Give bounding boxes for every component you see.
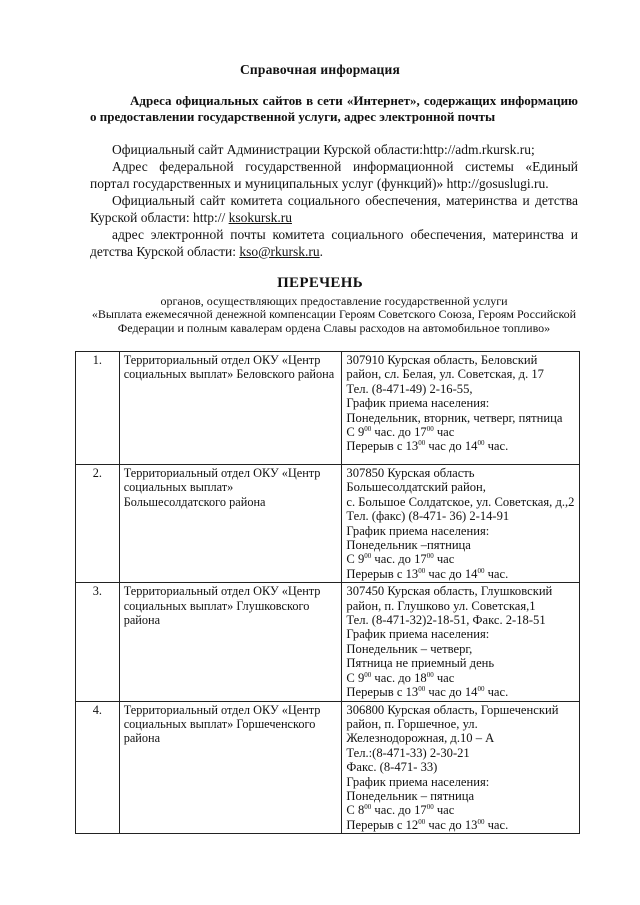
section-heading: Адреса официальных сайтов в сети «Интернет», содержащих информацию о предоставлении государственной услуги, адрес электронной почты xyxy=(90,93,578,124)
office-name: Территориальный отдел ОКУ «Центр социальных выплат» Беловского района xyxy=(119,352,342,465)
address-line: Тел. (8-471-32)2-18-51, Факс. 2-18-51 xyxy=(346,613,546,628)
time-minutes: 00 xyxy=(364,670,372,679)
table-row xyxy=(76,352,580,465)
hours-line: С $9^{00}$ час. до $18^{00}$ час xyxy=(346,670,455,685)
row-number: 4. xyxy=(76,701,120,834)
time-minutes: 00 xyxy=(477,685,485,694)
address-line: 307850 Курская область Большесолдатский район, xyxy=(346,466,486,495)
paragraph-committee-site xyxy=(90,193,578,226)
address-line: Понедельник – пятница xyxy=(346,788,475,803)
address-line: График приема населения: xyxy=(346,396,490,411)
page-title: Справочная информация xyxy=(239,62,401,77)
address-line: Факс. (8-471- 33) xyxy=(346,760,438,775)
time-minutes: 00 xyxy=(418,439,426,448)
row-number: 1. xyxy=(76,352,120,465)
address-line: График приема населения: xyxy=(346,774,490,789)
break-line: Перерыв с $12^{00}$ час до $13^{00}$ час. xyxy=(346,817,509,832)
time-minutes: 00 xyxy=(418,566,426,575)
office-address xyxy=(342,583,580,701)
address-line: Тел.:(8-471-33) 2-30-21 xyxy=(346,745,470,760)
table-row xyxy=(76,583,580,701)
time-minutes: 00 xyxy=(426,803,434,812)
time-minutes: 00 xyxy=(426,670,434,679)
address-line: Пятница не приемный день xyxy=(346,656,495,671)
paragraph-committee-email xyxy=(90,227,578,260)
list-subtitle-2: «Выплата ежемесячной денежной компенсации Героям Советского Союза, Героям Российской Федерации и полным кавалерам ордена Славы расходов на автомобильное топливо» xyxy=(91,307,577,335)
paragraph-admin-site: Официальный сайт Администрации Курской области:http://adm.rkursk.ru; xyxy=(112,142,535,157)
committee-email-link[interactable]: kso@rkursk.ru xyxy=(239,243,320,259)
time-minutes: 00 xyxy=(364,425,372,434)
break-line: Перерыв с $13^{00}$ час до $14^{00}$ час. xyxy=(346,566,509,581)
time-minutes: 00 xyxy=(426,552,434,561)
address-line: График приема населения: xyxy=(346,627,490,642)
time-minutes: 00 xyxy=(477,439,485,448)
break-line: Перерыв с $13^{00}$ час до $14^{00}$ час. xyxy=(346,439,509,454)
committee-site-link[interactable]: ksokursk.ru xyxy=(228,209,292,225)
address-line: Понедельник, вторник, четверг, пятница xyxy=(346,410,563,425)
office-address xyxy=(342,701,580,834)
address-line: Тел. (8-471-49) 2-16-55, xyxy=(346,381,473,396)
offices-table xyxy=(75,351,580,834)
address-line: 307910 Курская область, Беловский район, сл. Белая, ул. Советская, д. 17 xyxy=(346,353,544,382)
address-line: 307450 Курская область, Глушковский район, п. Глушково ул. Советская,1 xyxy=(346,584,553,613)
committee-email-text: адрес электронной почты комитета социального обеспечения, материнства и детства Курской области: xyxy=(90,227,578,259)
office-address xyxy=(342,465,580,583)
office-address xyxy=(342,352,580,465)
address-line: График приема населения: xyxy=(346,523,490,538)
hours-line: С $9^{00}$ час. до $17^{00}$ час xyxy=(346,425,455,440)
time-minutes: 00 xyxy=(477,566,485,575)
time-minutes: 00 xyxy=(364,803,372,812)
address-line: Понедельник – четверг, xyxy=(346,641,473,656)
list-title: ПЕРЕЧЕНЬ xyxy=(277,275,363,291)
office-name: Территориальный отдел ОКУ «Центр социальных выплат» Горшеченского района xyxy=(119,701,342,834)
break-line: Перерыв с $13^{00}$ час до $14^{00}$ час. xyxy=(346,685,509,700)
paragraph-gosuslugi: Адрес федеральной государственной информационной системы «Единый портал государственных и муниципальных услуг (функций)» http://gosuslugi.ru. xyxy=(90,159,578,191)
row-number: 2. xyxy=(76,465,120,583)
address-line: 306800 Курская область, Горшеченский район, п. Горшечное, ул. Железнодорожная, д.10 – А xyxy=(346,702,559,746)
row-number: 3. xyxy=(76,583,120,701)
time-minutes: 00 xyxy=(418,685,426,694)
time-minutes: 00 xyxy=(418,817,426,826)
table-row xyxy=(76,701,580,834)
time-minutes: 00 xyxy=(364,552,372,561)
committee-email-end: . xyxy=(319,243,324,259)
committee-site-text: Официальный сайт комитета социального обеспечения, материнства и детства Курской области: http:// xyxy=(90,193,578,225)
hours-line: С $8^{00}$ час. до $17^{00}$ час xyxy=(346,803,455,818)
table-row xyxy=(76,465,580,583)
time-minutes: 00 xyxy=(426,425,434,434)
address-line: с. Большое Солдатское, ул. Советская, д.,2 Тел. (факс) (8-471- 36) 2-14-91 xyxy=(346,494,575,524)
hours-line: С $9^{00}$ час. до $17^{00}$ час xyxy=(346,552,455,567)
time-minutes: 00 xyxy=(477,817,485,826)
address-line: Понедельник –пятница xyxy=(346,538,471,553)
list-subtitle-1: органов, осуществляющих предоставление государственной услуги xyxy=(160,294,508,308)
office-name: Территориальный отдел ОКУ «Центр социальных выплат» Глушковского района xyxy=(119,583,342,701)
office-name: Территориальный отдел ОКУ «Центр социальных выплат» Большесолдатского района xyxy=(119,465,342,583)
